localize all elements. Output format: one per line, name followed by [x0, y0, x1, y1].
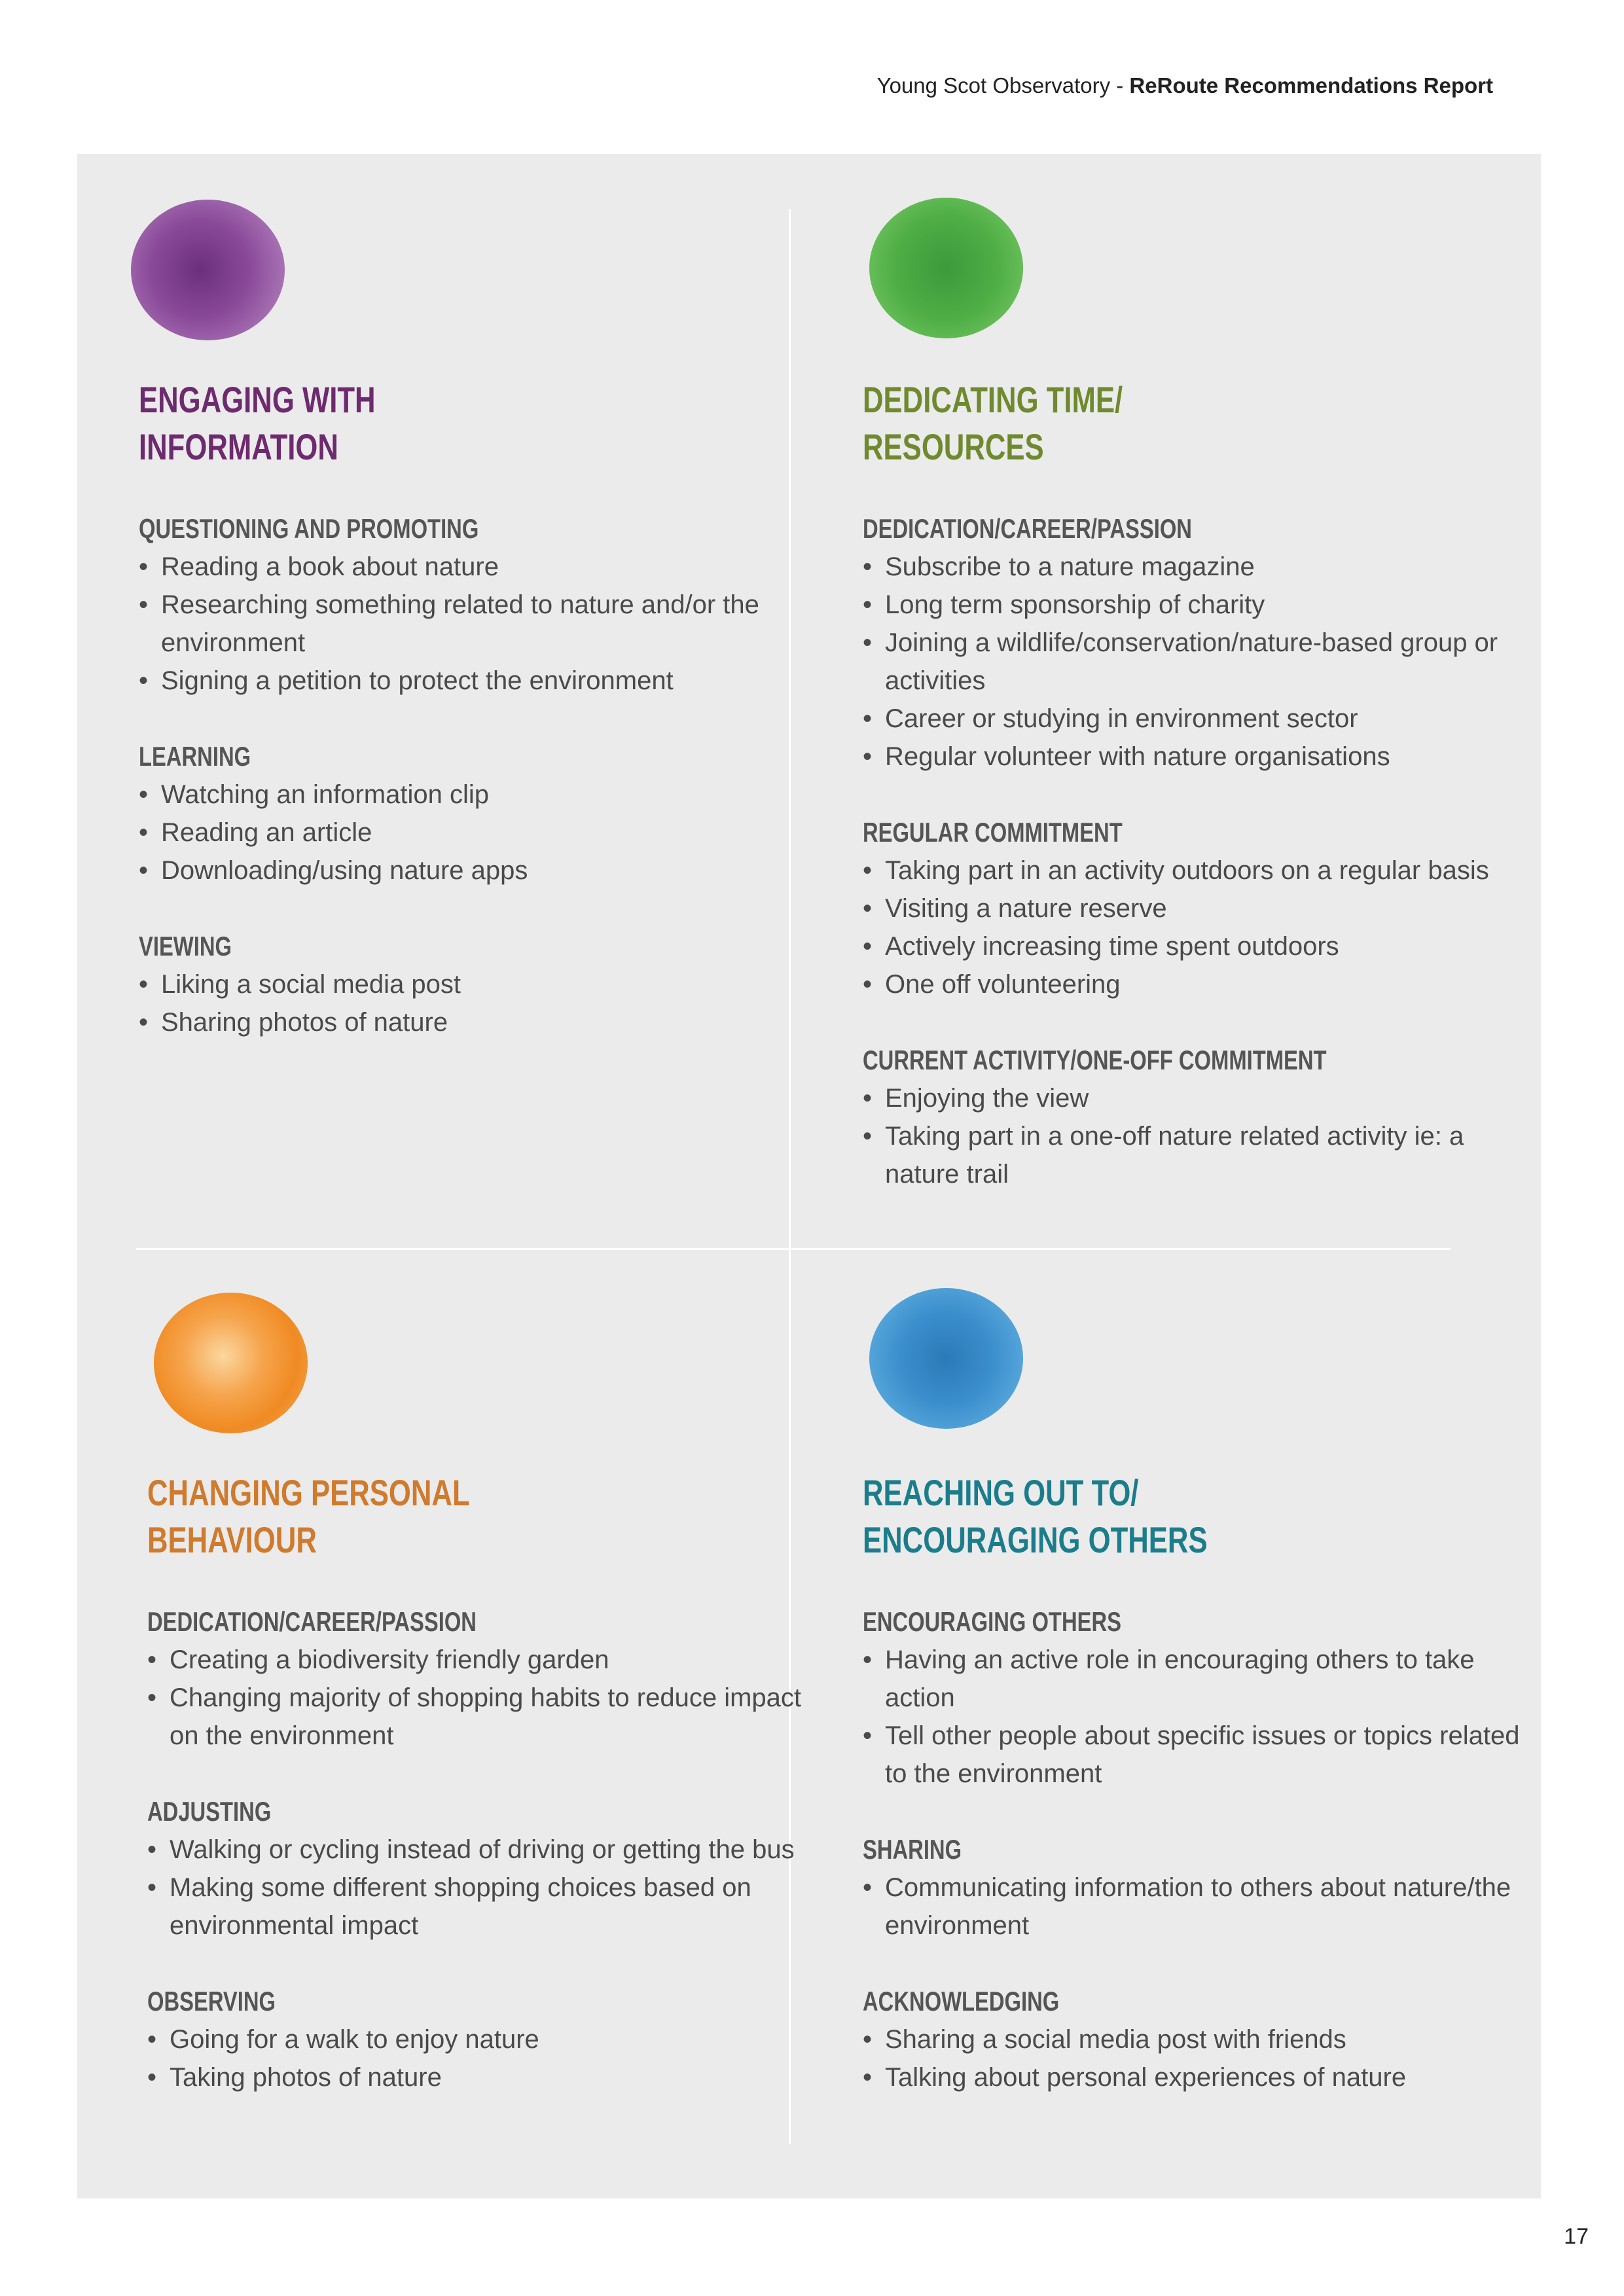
list-item: • Tell other people about specific issues or topics related to the environment	[863, 1717, 1530, 1793]
list-item: • Career or studying in environment sector	[863, 700, 1530, 738]
list-item: • Enjoying the view	[863, 1079, 1530, 1117]
blue-watercolor-circle-icon	[869, 1288, 1023, 1429]
orange-watercolor-circle-icon	[154, 1293, 308, 1433]
green-watercolor-circle-icon	[869, 198, 1023, 338]
list-item: • Taking part in a one-off nature related activity ie: a nature trail	[863, 1117, 1530, 1193]
section-observing	[147, 1982, 815, 2096]
list-item: • Visiting a nature reserve	[863, 889, 1530, 927]
list-item: • Going for a walk to enjoy nature	[147, 2020, 815, 2058]
section-heading: QUESTIONING AND PROMOTING	[139, 513, 479, 544]
list-item: • Downloading/using nature apps	[139, 852, 806, 889]
list-item: • Sharing photos of nature	[139, 1003, 806, 1041]
list-item: • Communicating information to others about nature/the environment	[863, 1869, 1530, 1945]
list-item: • Making some different shopping choices based on environmental impact	[147, 1869, 815, 1945]
section-encouraging-others	[863, 1603, 1530, 1793]
section-learning	[139, 738, 806, 889]
quadrant-dedicating-time-resources	[863, 376, 1530, 1231]
quadrant-changing-personal-behaviour	[147, 1469, 815, 2134]
list-item: • Changing majority of shopping habits to reduce impact on the environment	[147, 1679, 815, 1755]
quadrant-reaching-out-encouraging-others	[863, 1469, 1530, 2134]
quadrant-title: CHANGING PERSONAL BEHAVIOUR	[147, 1472, 470, 1560]
section-heading: CURRENT ACTIVITY/ONE-OFF COMMITMENT	[863, 1045, 1327, 1075]
section-acknowledging	[863, 1982, 1530, 2096]
list-item: • Subscribe to a nature magazine	[863, 548, 1530, 586]
section-dedication-career-passion	[147, 1603, 815, 1755]
section-heading: REGULAR COMMITMENT	[863, 817, 1123, 848]
list-item: • Watching an information clip	[139, 776, 806, 814]
list-item: • Reading a book about nature	[139, 548, 806, 586]
horizontal-divider	[136, 1248, 1451, 1250]
section-heading: VIEWING	[139, 931, 232, 961]
quadrant-title: ENGAGING WITH INFORMATION	[139, 379, 376, 467]
section-dedication-career-passion	[863, 510, 1530, 776]
section-heading: DEDICATION/CAREER/PASSION	[863, 513, 1192, 544]
list-item: • Taking part in an activity outdoors on a regular basis	[863, 852, 1530, 889]
report-title: ReRoute Recommendations Report	[1129, 73, 1493, 98]
section-sharing	[863, 1831, 1530, 1945]
list-item: • Regular volunteer with nature organisations	[863, 738, 1530, 776]
list-item: • Long term sponsorship of charity	[863, 586, 1530, 624]
list-item: • Actively increasing time spent outdoors	[863, 927, 1530, 965]
section-heading: ACKNOWLEDGING	[863, 1986, 1060, 2017]
page-number: 17	[1564, 2224, 1589, 2249]
quadrant-title: REACHING OUT TO/ ENCOURAGING OTHERS	[863, 1472, 1208, 1560]
header-prefix: Young Scot Observatory -	[876, 73, 1130, 98]
list-item: • Sharing a social media post with friends	[863, 2020, 1530, 2058]
list-item: • Taking photos of nature	[147, 2058, 815, 2096]
list-item: • Liking a social media post	[139, 965, 806, 1003]
list-item: • Walking or cycling instead of driving or getting the bus	[147, 1831, 815, 1869]
section-viewing	[139, 927, 806, 1041]
section-regular-commitment	[863, 814, 1530, 1003]
section-adjusting	[147, 1793, 815, 1945]
section-heading: DEDICATION/CAREER/PASSION	[147, 1606, 477, 1637]
section-heading: LEARNING	[139, 741, 251, 772]
section-questioning-and-promoting	[139, 510, 806, 700]
section-heading: ADJUSTING	[147, 1796, 272, 1827]
section-heading: SHARING	[863, 1834, 962, 1865]
section-heading: ENCOURAGING OTHERS	[863, 1606, 1121, 1637]
list-item: • Talking about personal experiences of nature	[863, 2058, 1530, 2096]
section-heading: OBSERVING	[147, 1986, 276, 2017]
list-item: • Researching something related to nature and/or the environment	[139, 586, 806, 662]
purple-watercolor-circle-icon	[131, 200, 285, 340]
section-current-activity	[863, 1041, 1530, 1193]
page-header	[877, 73, 1493, 98]
quadrant-title: DEDICATING TIME/ RESOURCES	[863, 379, 1123, 467]
list-item: • Signing a petition to protect the environment	[139, 662, 806, 700]
list-item: • Reading an article	[139, 814, 806, 852]
list-item: • One off volunteering	[863, 965, 1530, 1003]
list-item: • Creating a biodiversity friendly garden	[147, 1641, 815, 1679]
list-item: • Having an active role in encouraging others to take action	[863, 1641, 1530, 1717]
quadrant-engaging-with-information	[139, 376, 806, 1079]
list-item: • Joining a wildlife/conservation/nature-based group or activities	[863, 624, 1530, 700]
